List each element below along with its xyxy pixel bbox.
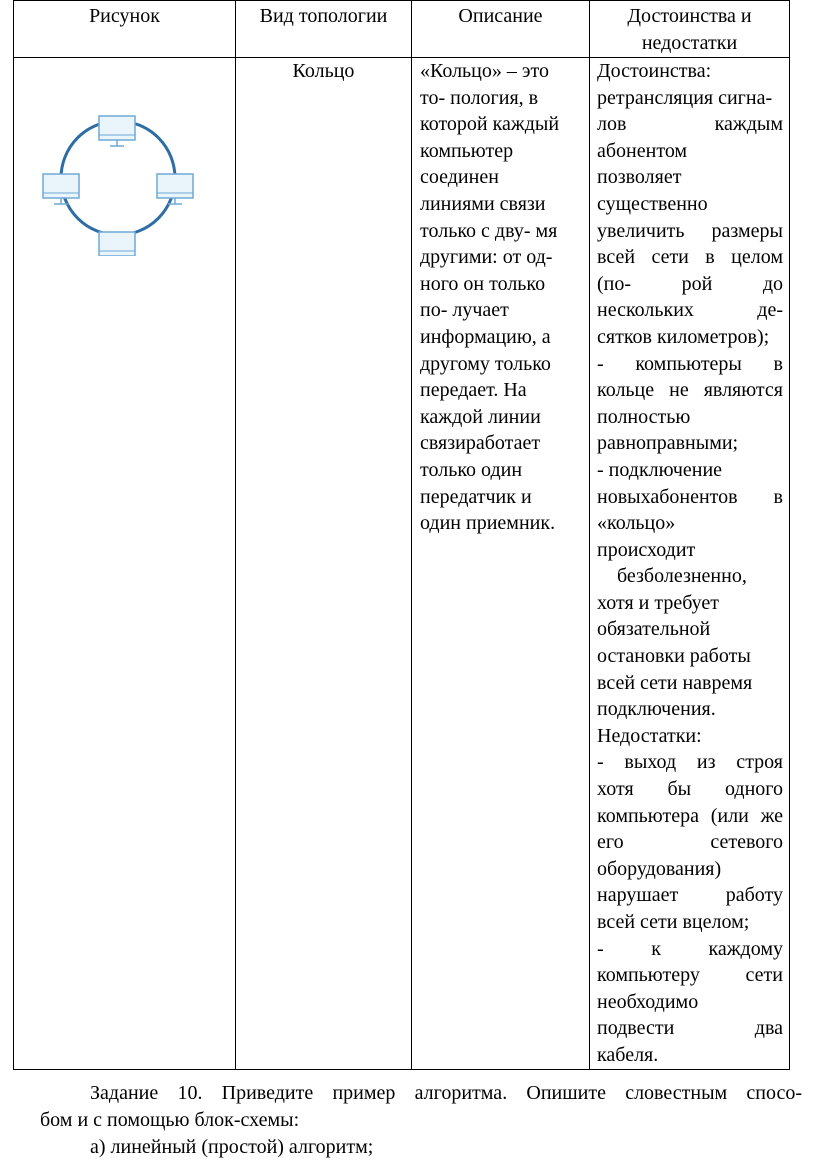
- description-line: соединен: [420, 166, 499, 189]
- pros-cons-line: - компьютеры в: [597, 352, 783, 375]
- pros-cons-line: компьютера (или же: [597, 804, 783, 827]
- pros-cons-line: обязательной: [597, 618, 711, 641]
- pros-cons-line: Достоинства:: [597, 60, 712, 82]
- pros-cons-line: лов каждым: [597, 113, 783, 136]
- pros-cons-line: равноправными;: [597, 432, 739, 455]
- pros-cons-line: существенно: [597, 192, 708, 215]
- pros-cons-text: [597, 58, 783, 1069]
- description-line: другому только: [420, 352, 551, 375]
- pros-cons-line: происходит: [597, 538, 696, 561]
- pros-cons-line: - выход из строя: [597, 751, 783, 774]
- pros-cons-line: ретрансляция сигна-: [597, 86, 773, 109]
- pros-cons-line: - подключение: [597, 458, 723, 481]
- ring-topology-diagram: [38, 106, 198, 256]
- description-text: [420, 58, 585, 537]
- ring-picture-cell: [14, 58, 236, 1070]
- task-section: [40, 1080, 802, 1161]
- pros-cons-line: хотя бы одного: [597, 778, 783, 801]
- description-line: только с дву- мя: [420, 219, 558, 242]
- pros-cons-line: безболезненно,: [617, 565, 747, 588]
- pros-cons-line: хотя и требует: [597, 591, 719, 614]
- pros-cons-line: компьютеру сети: [597, 964, 783, 987]
- description-line: другими: от од-: [420, 246, 553, 269]
- description-line: компьютер: [420, 139, 514, 162]
- table-row: [14, 58, 790, 1070]
- pros-cons-line: сятков километров);: [597, 325, 770, 348]
- header-topology-type: Вид топологии: [236, 1, 412, 58]
- computer-top-icon: [99, 116, 135, 146]
- description-cell: [412, 58, 590, 1070]
- pros-cons-line: подвести два: [597, 1017, 783, 1040]
- pros-cons-line: всей сети в целом: [597, 246, 783, 269]
- computer-bottom-icon: [99, 232, 135, 256]
- pros-cons-line: оборудования): [597, 857, 722, 880]
- task-line-1: Задание 10. Приведите пример алгоритма. Опишите словестным спосо-: [90, 1082, 802, 1104]
- description-line: то- пология, в: [420, 86, 539, 109]
- pros-cons-line: - к каждому: [597, 937, 783, 960]
- description-line: ного он только: [420, 272, 546, 295]
- description-line: информацию, а: [420, 325, 551, 348]
- description-line: каждой линии: [420, 405, 541, 428]
- pros-cons-line: новыхабонентов в: [597, 485, 783, 508]
- task-line-2: бом и с помощью блок-схемы:: [40, 1109, 300, 1131]
- description-line: передатчик и: [420, 485, 532, 508]
- pros-cons-line: (по- рой до: [597, 272, 783, 295]
- pros-cons-line: полностью: [597, 405, 691, 428]
- topology-table: [13, 0, 790, 1070]
- description-line: передает. На: [420, 379, 527, 402]
- description-line: один приемник.: [420, 512, 556, 535]
- pros-cons-line: всей сети вцелом;: [597, 911, 750, 933]
- description-line: которой каждый: [420, 113, 560, 136]
- pros-cons-line: позволяет: [597, 166, 682, 189]
- pros-cons-line: увеличить размеры: [597, 219, 783, 242]
- description-line: только один: [420, 458, 523, 481]
- computer-right-icon: [157, 174, 193, 204]
- pros-cons-line: остановки работы: [597, 645, 751, 668]
- table-header-row: [14, 1, 790, 58]
- description-line: связиработает: [420, 432, 541, 455]
- topology-name-cell: Кольцо: [236, 58, 412, 1070]
- header-description: Описание: [412, 1, 590, 58]
- description-line: по- лучает: [420, 299, 509, 322]
- header-pros-cons: Достоинства и недостатки: [590, 1, 790, 58]
- pros-cons-line: всей сети навремя: [597, 671, 753, 694]
- pros-cons-line: кабеля.: [597, 1043, 659, 1066]
- header-picture: Рисунок: [14, 1, 236, 58]
- task-item-a: а) линейный (простой) алгоритм;: [90, 1136, 374, 1158]
- pros-cons-line: абонентом: [597, 139, 688, 162]
- description-line: линиями связи: [420, 192, 546, 215]
- pros-cons-line: «кольцо»: [597, 512, 676, 535]
- pros-cons-line: нескольких де-: [597, 299, 783, 322]
- pros-cons-cell: [590, 58, 790, 1070]
- pros-cons-line: нарушает работу: [597, 884, 783, 907]
- pros-cons-line: Недостатки:: [597, 724, 702, 747]
- pros-cons-line: его сетевого: [597, 831, 783, 854]
- computer-left-icon: [43, 174, 79, 204]
- pros-cons-line: подключения.: [597, 698, 716, 721]
- description-line: «Кольцо» – это: [420, 60, 549, 82]
- pros-cons-line: кольце не являются: [597, 379, 783, 402]
- pros-cons-line: необходимо: [597, 990, 699, 1013]
